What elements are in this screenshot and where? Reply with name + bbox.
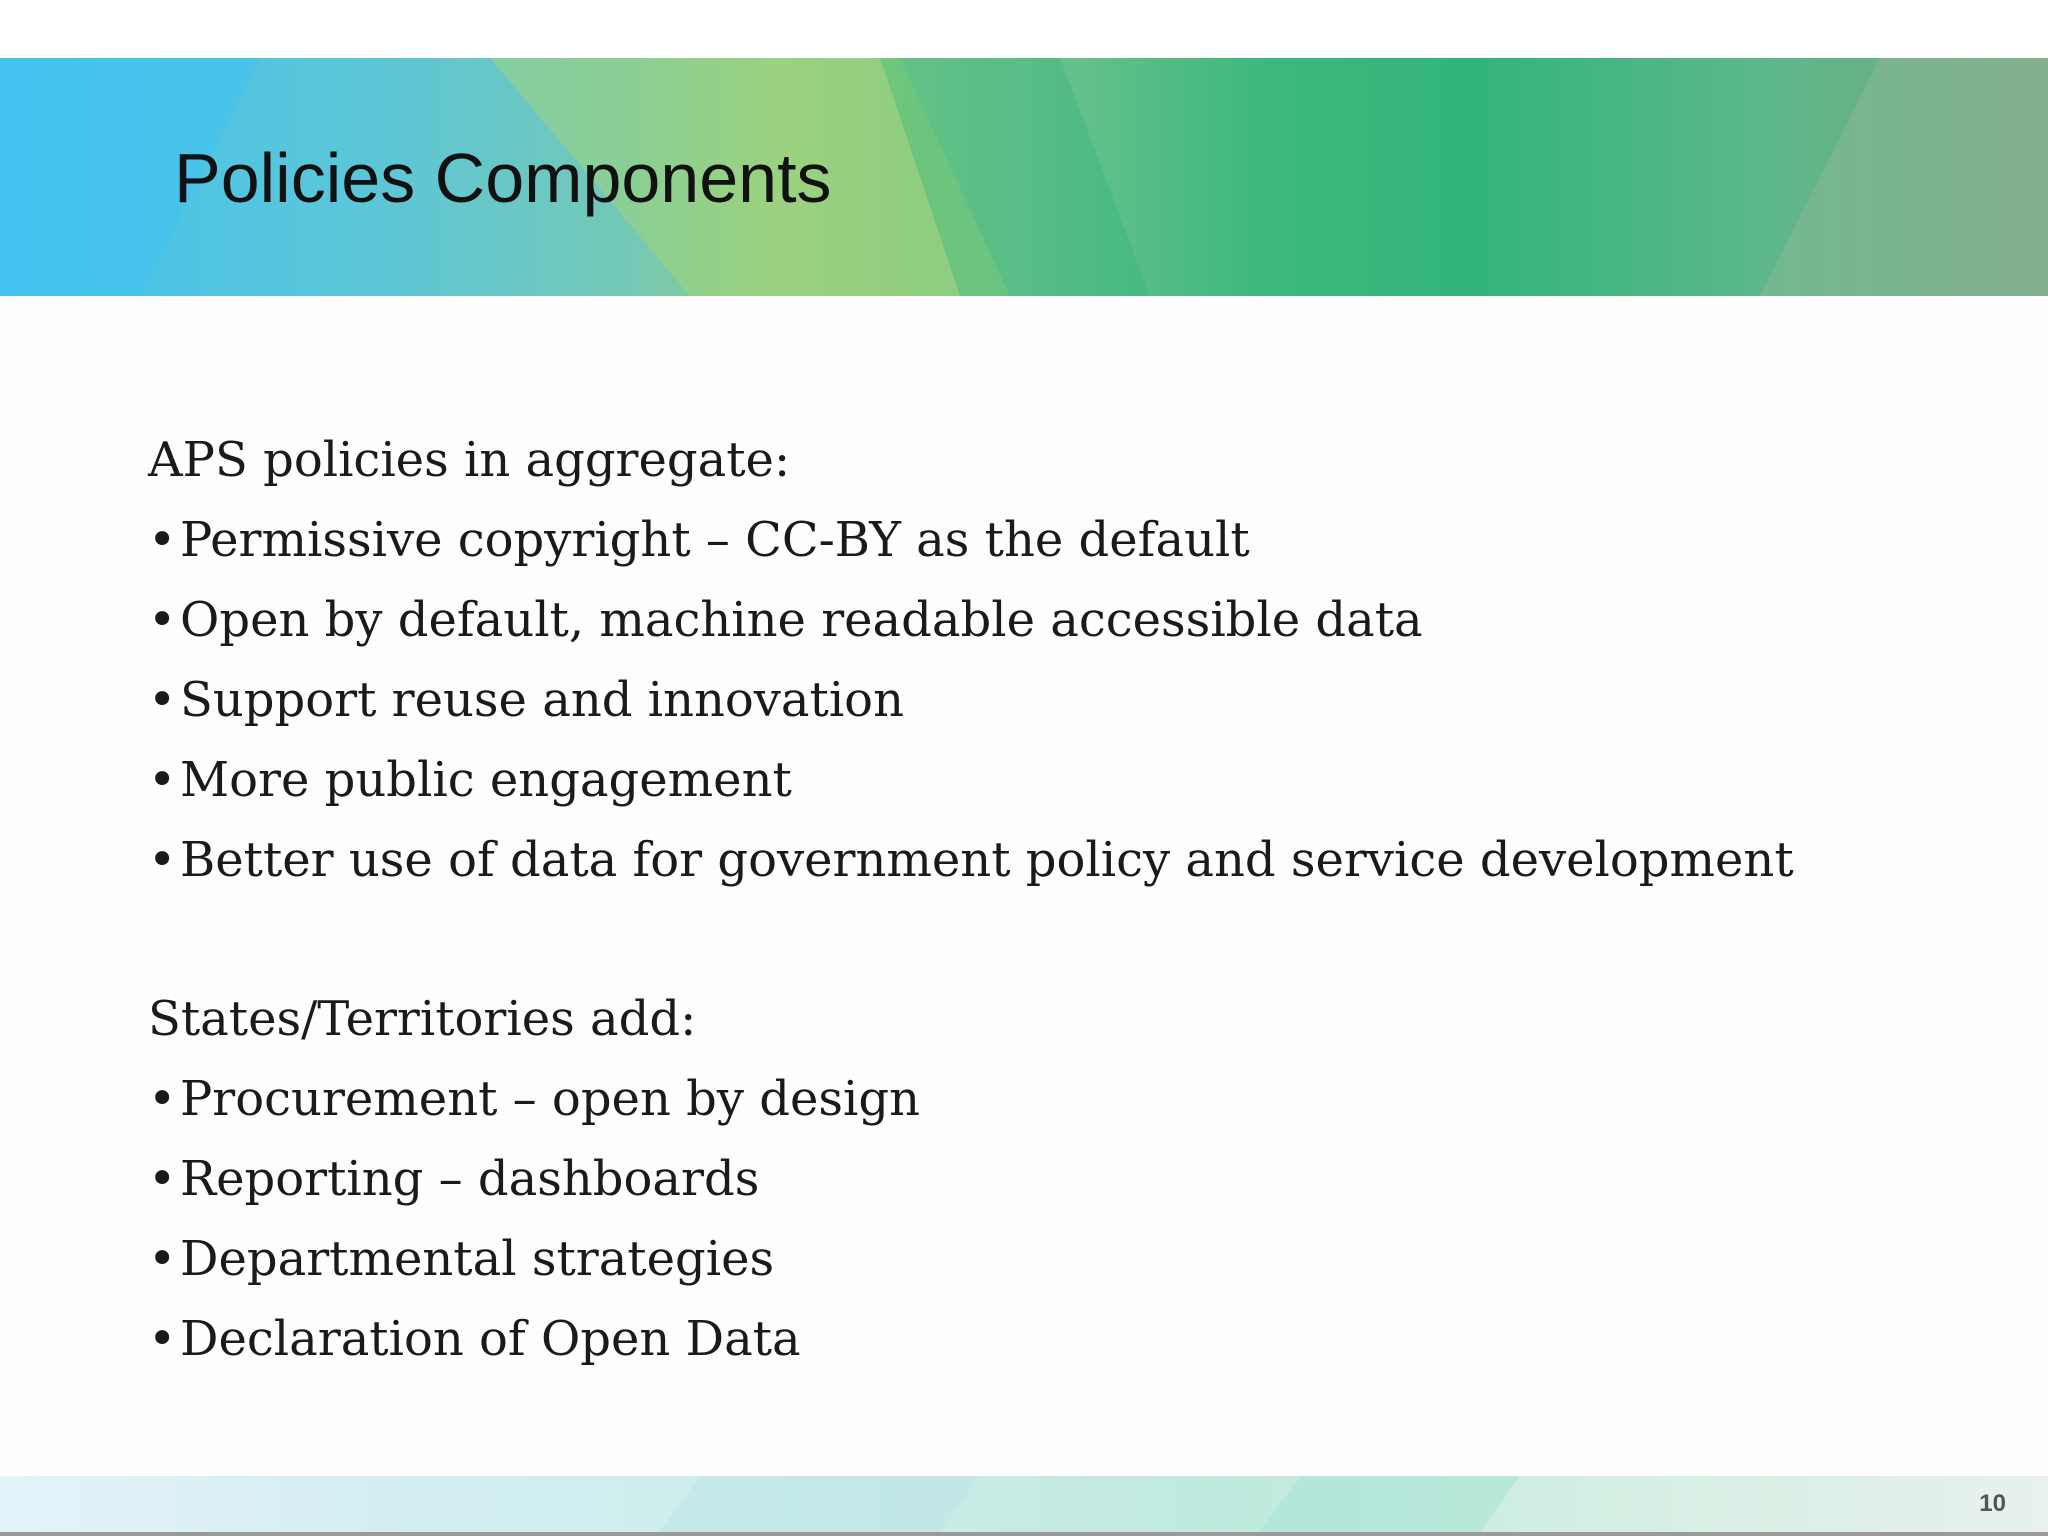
bullet-icon: • — [148, 752, 177, 808]
bullet-item — [148, 740, 1948, 820]
bullet-icon: • — [148, 1151, 177, 1207]
bullet-text: Reporting – dashboards — [180, 1151, 760, 1207]
section-spacer — [148, 900, 1948, 979]
footer-banner — [0, 1476, 2048, 1532]
bullet-item — [148, 660, 1948, 740]
bullet-text: Open by default, machine readable accessible data — [180, 592, 1423, 648]
header-banner — [0, 58, 2048, 296]
bullet-item — [148, 1059, 1948, 1139]
bullet-icon: • — [148, 592, 177, 648]
slide-body — [148, 420, 1948, 1379]
bullet-text: Procurement – open by design — [180, 1071, 920, 1127]
bullet-text: Declaration of Open Data — [180, 1311, 801, 1367]
bullet-text: Better use of data for government policy and service development — [180, 832, 1794, 888]
footer-divider — [0, 1532, 2048, 1536]
section-heading-aps: APS policies in aggregate: — [148, 432, 791, 488]
bullet-text: More public engagement — [180, 752, 792, 808]
top-margin — [0, 0, 2048, 58]
bullet-icon: • — [148, 1231, 177, 1287]
bullet-item — [148, 820, 1948, 900]
section-heading-states: States/Territories add: — [148, 991, 697, 1047]
bullet-icon: • — [148, 1071, 177, 1127]
bullet-icon: • — [148, 672, 177, 728]
bullet-icon: • — [148, 1311, 177, 1367]
page-number: 10 — [1979, 1490, 2006, 1517]
bullet-item — [148, 580, 1948, 660]
bullet-item — [148, 1219, 1948, 1299]
bullet-item — [148, 500, 1948, 580]
bullet-item — [148, 1299, 1948, 1379]
bullet-icon: • — [148, 832, 177, 888]
bullet-text: Support reuse and innovation — [180, 672, 904, 728]
bullet-text: Permissive copyright – CC-BY as the default — [180, 512, 1250, 568]
bullet-item — [148, 1139, 1948, 1219]
slide-title: Policies Components — [174, 139, 832, 217]
bullet-icon: • — [148, 512, 177, 568]
bullet-text: Departmental strategies — [180, 1231, 775, 1287]
footer-decoration — [0, 1476, 2048, 1532]
